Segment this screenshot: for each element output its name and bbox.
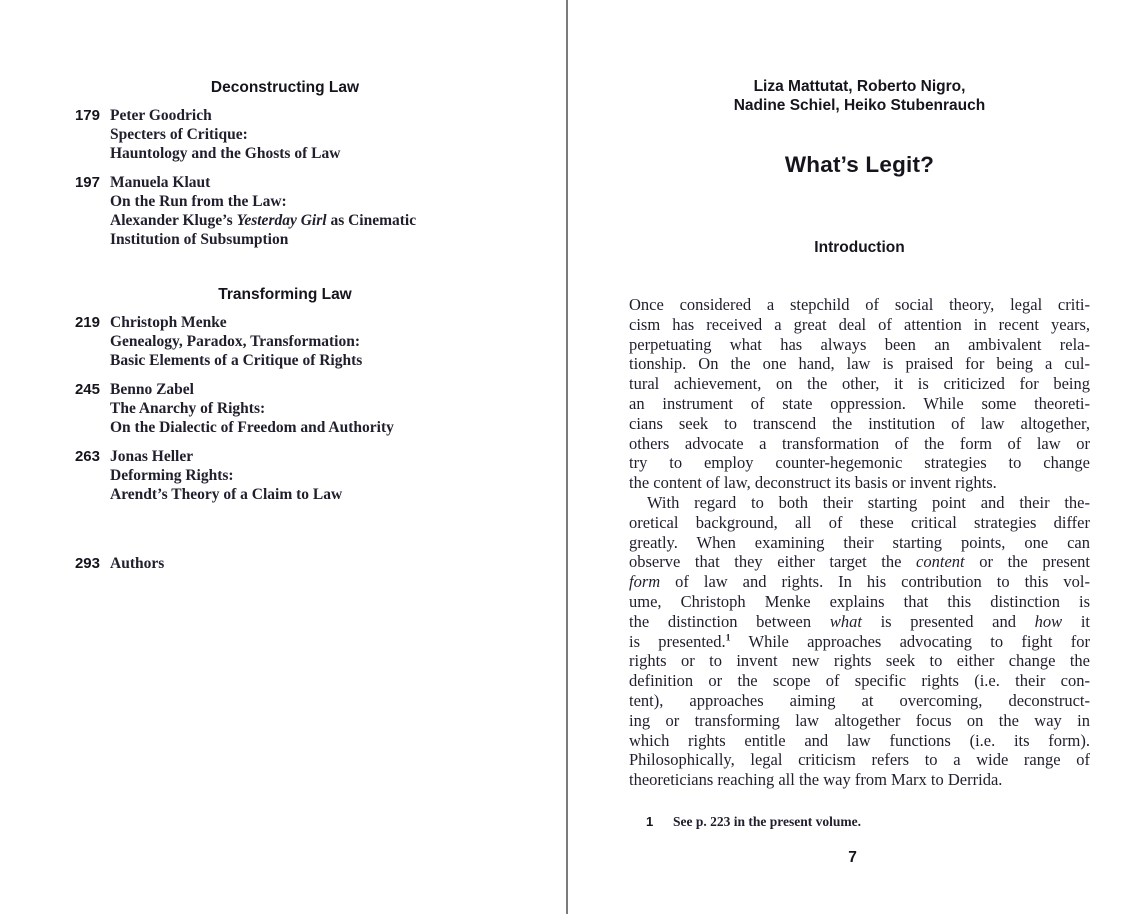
toc-entry-page-number: 293 [74,555,100,572]
toc-entry-page-number: 179 [74,107,100,124]
toc-entry-245 [60,380,510,437]
toc-entry-219 [60,313,510,370]
chapter-authors: Liza Mattutat, Roberto Nigro, Nadine Schiel, Heiko Stubenrauch [733,78,986,114]
toc-entry-page-number: 263 [74,448,100,465]
toc-entry-text: Jonas Heller Deforming Rights: Arendt’s Theory of a Claim to Law [110,448,343,503]
toc-entry-text: Manuela Klaut On the Run from the Law: Alexander Kluge’s Yesterday Girl as Cinematic Institution of Subsumption [110,174,417,248]
toc-section-heading-transforming-law: Transforming Law [218,286,352,303]
footnote-marker: 1 [646,813,654,829]
toc-entry-text: Peter Goodrich Specters of Critique: Hauntology and the Ghosts of Law [110,107,341,162]
footnote [629,813,1090,830]
footnote-text: See p. 223 in the present volume. [673,813,861,829]
page-number: 7 [848,848,857,866]
section-heading-introduction: Introduction [814,239,905,256]
toc-entry-text: Benno Zabel The Anarchy of Rights: On the Dialectic of Freedom and Authority [110,381,394,436]
body-paragraph-1: Once considered a stepchild of social theory, legal criti- cism has received a great deal of attention in recent years, perpetuating what has always been an ambivalent rela- tionship. On the one hand, law is praised for being a cul- tural achievement, on the other, it is criticized for being an instrument of state oppression. While some theoreti- cians seek to transcend the institution of law altogether, others advocate a transformation of the form of law or try to employ counter-hegemonic strategies to change the content of law, deconstruct its basis or invent rights. [629,295,1090,493]
right-page-chapter [567,0,1135,914]
left-page-toc [0,0,567,914]
toc-entry-293-authors [60,554,510,573]
toc-entry-197 [60,173,510,249]
body-paragraph-2: With regard to both their starting point and their the- oretical background, all of these critical strategies differ greatly. When examining their starting points, one can observe that they either target the content or the present form of law and rights. In his contribution to this vol- ume, Christoph Menke explains that this distinction is the distinction between what is presented and how it is presented.$^1$ While approaches advocating to fight for rights or to invent new rights seek to either change the definition or the scope of specific rights (i.e. their con- tent), approaches aiming at overcoming, deconstruct- ing or transforming law altogether focus on the way in which rights entitle and law functions (i.e. its form). Philosophically, legal criticism refers to a wide range of theoreticians reaching all the way from Marx to Derrida. [629,492,1090,790]
toc-entry-page-number: 197 [74,174,100,191]
toc-entry-179 [60,106,510,163]
toc-entry-page-number: 219 [74,314,100,331]
toc-entry-text: Authors [110,555,165,572]
toc-entry-text: Christoph Menke Genealogy, Paradox, Transformation: Basic Elements of a Critique of Rights [110,314,363,369]
toc-section-heading-deconstructing-law: Deconstructing Law [210,79,360,96]
toc-entry-263 [60,447,510,504]
chapter-title: What’s Legit? [784,152,935,177]
toc-entry-page-number: 245 [74,381,100,398]
chapter-body [629,295,1090,790]
